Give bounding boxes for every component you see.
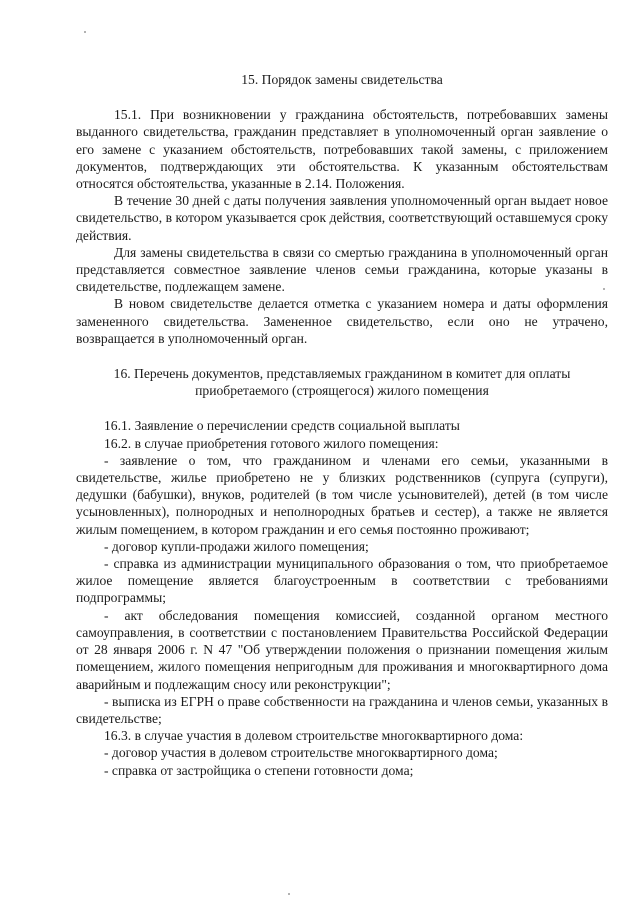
section-16-item-shared-construction-contract: - договор участия в долевом строительстве многоквартирного дома; — [104, 745, 498, 761]
section-16-item-admin-certificate: - справка из администрации муниципального образования о том, что приобретаемое жилое помещение является благоустроенным в соответствии с требованиями подпрограммы; — [76, 556, 608, 606]
section-16-item-16-1: 16.1. Заявление о перечислении средств социальной выплаты — [104, 418, 460, 434]
scan-speck — [288, 893, 290, 895]
section-16-heading: 16. Перечень документов, представляемых гражданином в комитет для оплаты приобретаемого (строящегося) жилого помещения — [113, 366, 571, 399]
section-15-paragraph-2: В течение 30 дней с даты получения заявления уполномоченный орган выдает новое свидетельство, в котором указывается срок действия, соответствующий оставшемуся сроку действия. — [76, 193, 608, 243]
section-16-item-egrn-extract: - выписка из ЕГРН о праве собственности на гражданина и членов семьи, указанных в свидетельстве; — [76, 693, 608, 726]
scan-speck — [603, 288, 605, 290]
section-15-paragraph-4: В новом свидетельстве делается отметка с указанием номера и даты оформления замененного свидетельства. Замененное свидетельство, если оно не утрачено, возвращается в уполномоченный орган. — [76, 296, 608, 346]
section-16-item-sale-contract: - договор купли-продажи жилого помещения; — [104, 538, 369, 554]
section-16-item-inspection-act: - акт обследования помещения комиссией, созданной органом местного самоуправления, в соответствии с постановлением Правительства Российской Федерации от 28 января 2006 г. N 47 "Об утверждении положения о признании помещения жилым помещением, жилого помещения непригодным для проживания и многоквартирного дома аварийным и подлежащим сносу или реконструкции"; — [76, 607, 608, 692]
scan-speck — [84, 31, 86, 33]
section-16-item-16-2: 16.2. в случае приобретения готового жилого помещения: — [104, 435, 439, 451]
section-15-paragraph-1: 15.1. При возникновении у гражданина обстоятельств, потребовавших замены выданного свидетельства, гражданин представляет в уполномоченный орган заявление о его замене с указанием обстоятельств, потребовавших такой замены, с приложением документов, подтверждающих эти обстоятельства. К указанным обстоятельствам относятся обстоятельства, указанные в 2.14. Положения. — [76, 107, 608, 192]
document-body — [76, 71, 608, 779]
section-16-item-statement: - заявление о том, что гражданином и членами его семьи, указанными в свидетельстве, жилье приобретено не у близких родственников (супруга (супруги), дедушки (бабушки), внуков, родителей (в том числе усыновителей), детей (в том числе усыновленных), полнородных и неполнородных братьев и сестер), а также не является жилым помещением, в котором гражданин и его семья постоянно проживают; — [76, 452, 608, 537]
section-15-paragraph-3: Для замены свидетельства в связи со смертью гражданина в уполномоченный орган представляется совместное заявление членов семьи гражданина, которые указаны в свидетельстве, подлежащем замене. — [76, 244, 608, 295]
section-16-item-developer-certificate: - справка от застройщика о степени готовности дома; — [104, 762, 414, 778]
section-16-item-16-3: 16.3. в случае участия в долевом строительстве многоквартирного дома: — [104, 728, 524, 744]
section-15-heading: 15. Порядок замены свидетельства — [241, 72, 443, 87]
